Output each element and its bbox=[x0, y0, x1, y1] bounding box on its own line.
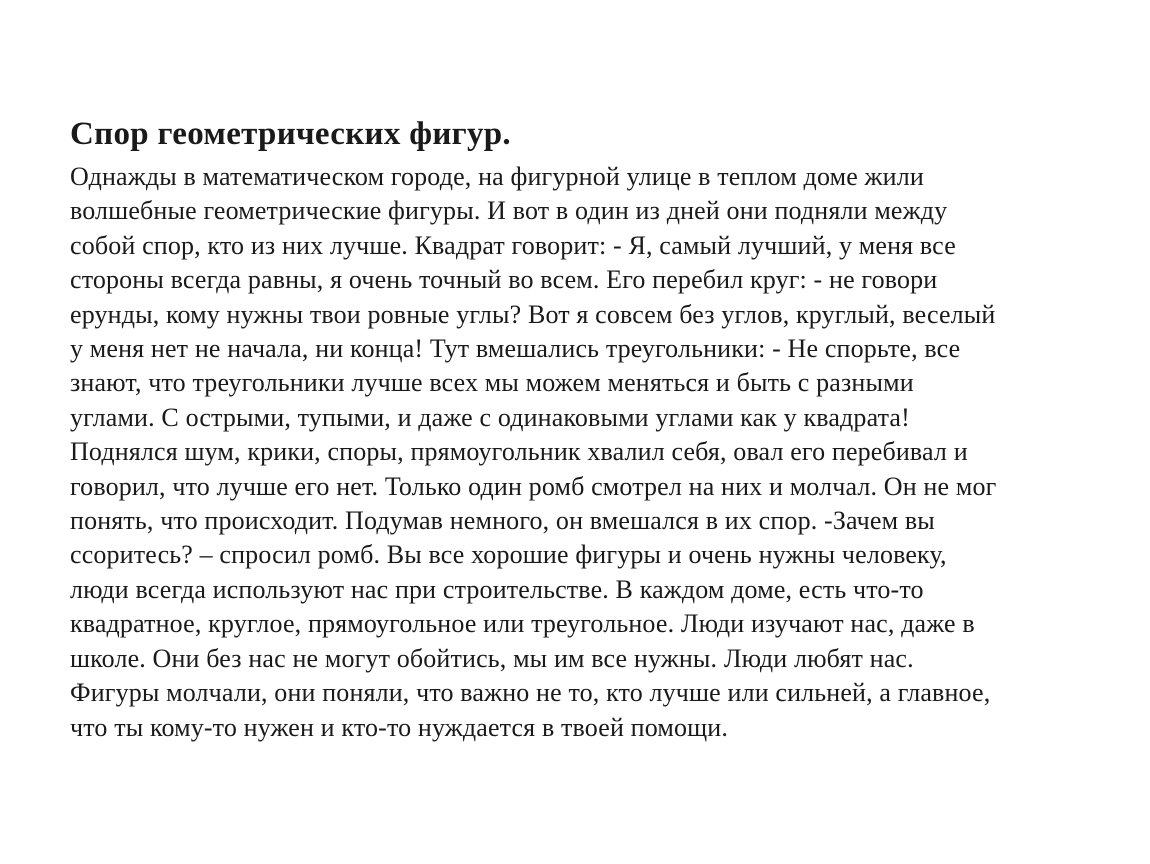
story-line: Поднялся шум, крики, споры, прямоугольник хвалил себя, овал его перебивал и bbox=[70, 437, 968, 467]
story-line: стороны всегда равны, я очень точный во всем. Его перебил круг: - не говори bbox=[70, 265, 938, 295]
story-line: говорил, что лучше его нет. Только один ромб смотрел на них и молчал. Он не мог bbox=[70, 471, 997, 501]
story-line: собой спор, кто из них лучше. Квадрат говорит: - Я, самый лучший, у меня все bbox=[70, 230, 956, 260]
story-line: углами. С острыми, тупыми, и даже с одинаковыми углами как у квадрата! bbox=[70, 402, 910, 432]
text-block bbox=[70, 108, 1085, 745]
story-line: Однажды в математическом городе, на фигурной улице в теплом доме жили bbox=[70, 162, 924, 191]
story-line: квадратное, круглое, прямоугольное или треугольное. Люди изучают нас, даже в bbox=[70, 609, 975, 639]
story-line: школе. Они без нас не могут обойтись, мы им все нужны. Люди любят нас. bbox=[70, 643, 914, 673]
story-line: волшебные геометрические фигуры. И вот в один из дней они подняли между bbox=[70, 196, 948, 226]
story-title: Спор геометрических фигур. bbox=[70, 116, 511, 152]
story-body bbox=[70, 160, 1085, 745]
story-line: люди всегда используют нас при строительстве. В каждом доме, есть что-то bbox=[70, 574, 924, 604]
story-line: знают, что треугольники лучше всех мы можем меняться и быть с разными bbox=[70, 368, 914, 398]
story-line: понять, что происходит. Подумав немного, он вмешался в их спор. -Зачем вы bbox=[70, 506, 935, 536]
story-line: Фигуры молчали, они поняли, что важно не то, кто лучше или сильней, а главное, bbox=[70, 678, 991, 708]
story-line: что ты кому-то нужен и кто-то нуждается в твоей помощи. bbox=[70, 712, 729, 742]
story-line: ерунды, кому нужны твои ровные углы? Вот я совсем без углов, круглый, веселый bbox=[70, 299, 996, 329]
story-line: ссоритесь? – спросил ромб. Вы все хорошие фигуры и очень нужны человеку, bbox=[70, 540, 947, 570]
story-line: у меня нет не начала, ни конца! Тут вмешались треугольники: - Не спорьте, все bbox=[70, 334, 961, 364]
